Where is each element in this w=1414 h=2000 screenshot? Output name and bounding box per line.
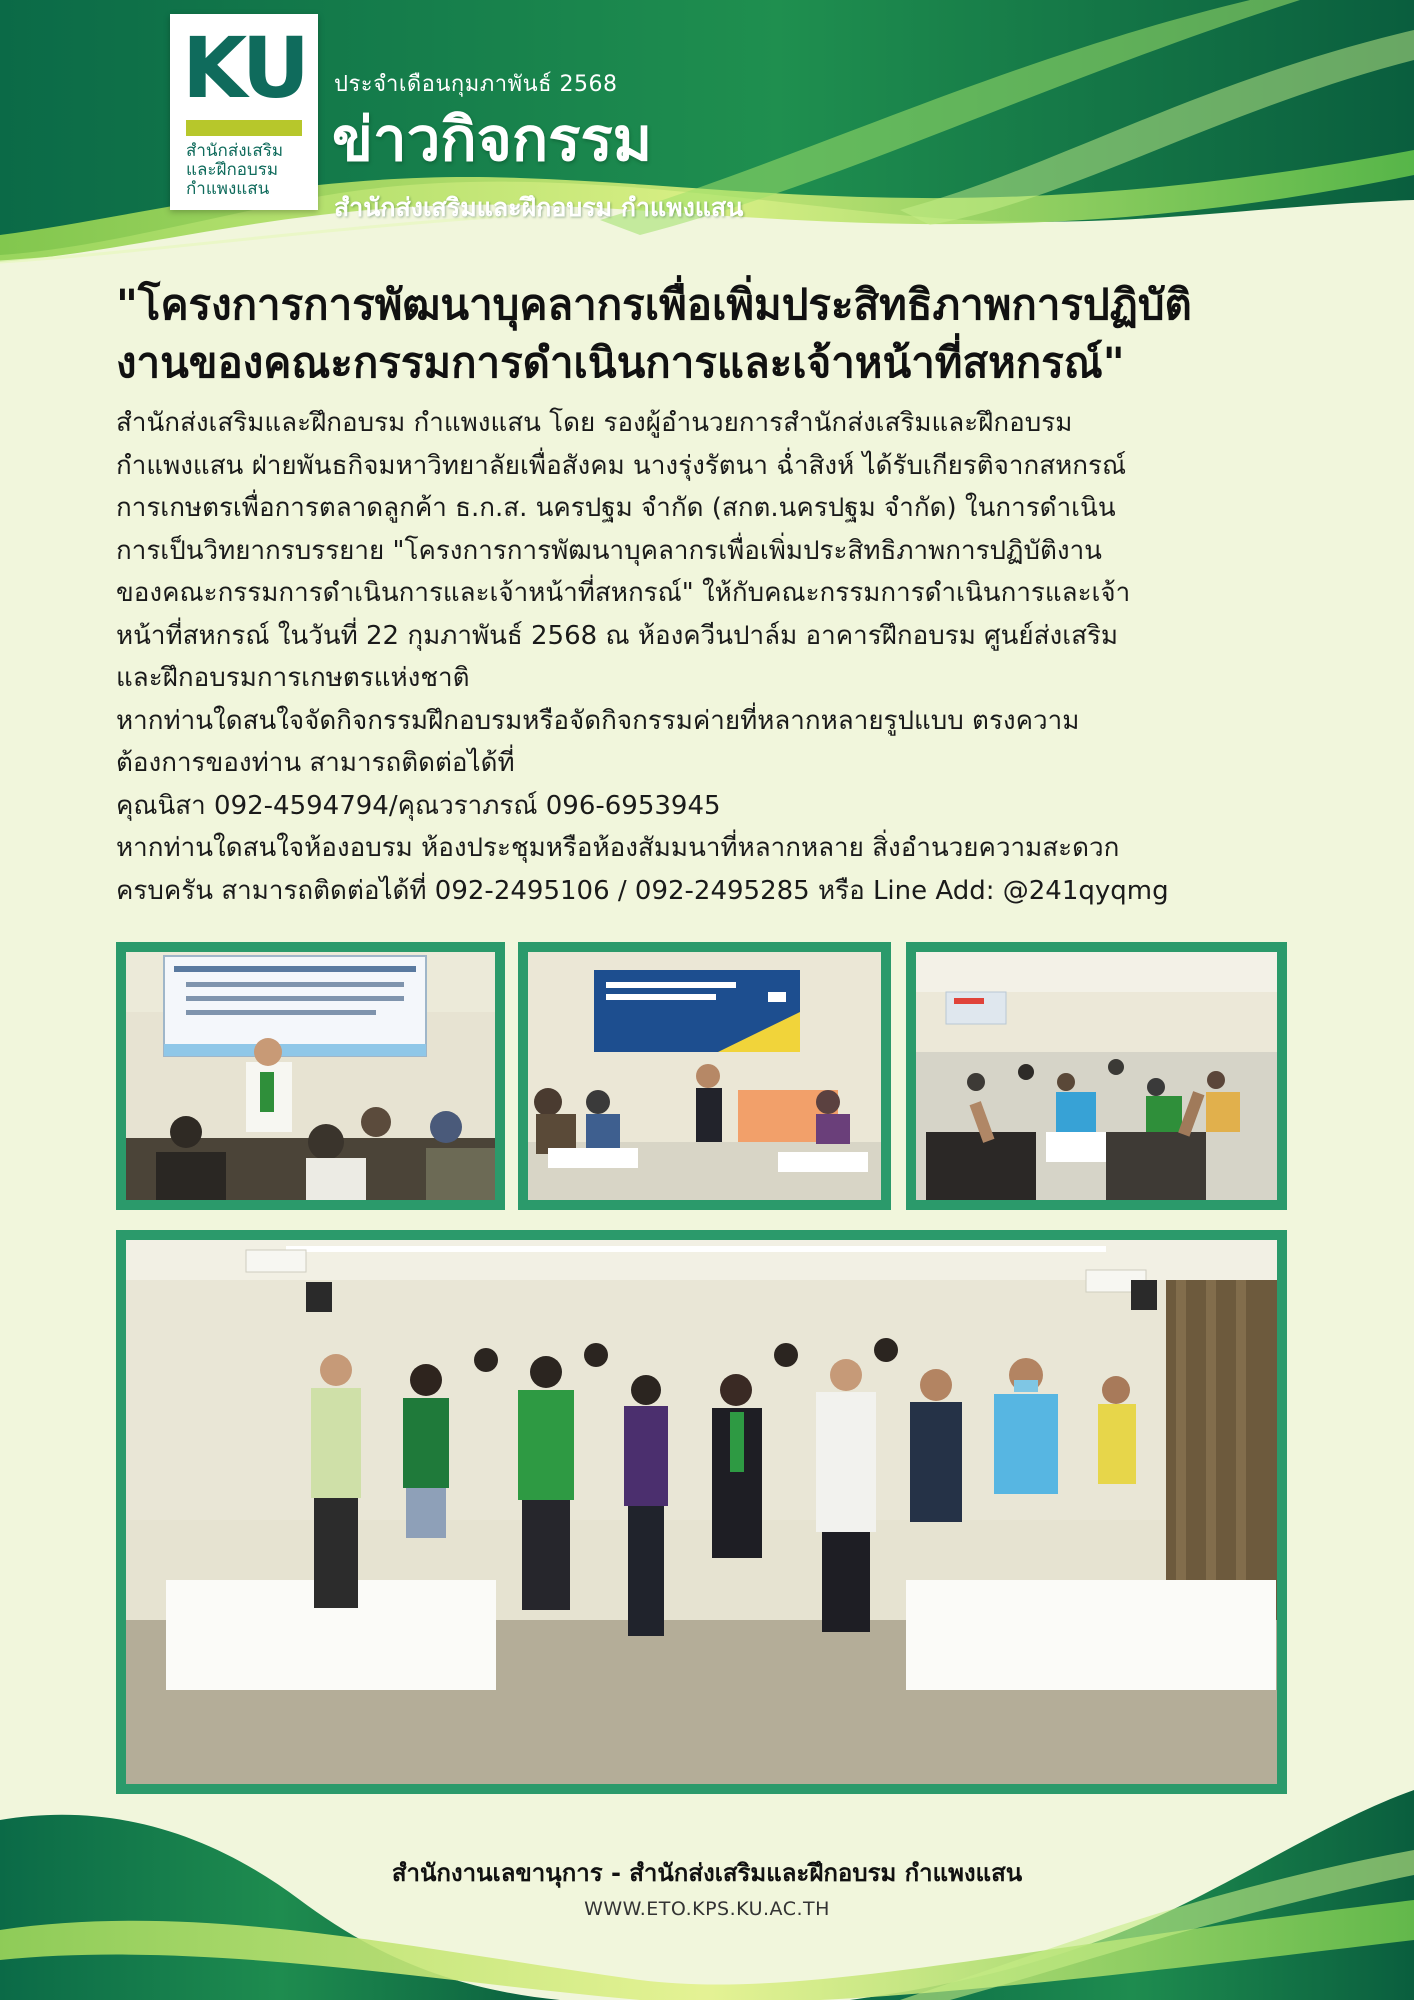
ku-logo-mark: KU [182,19,306,117]
ku-logo-bar [186,120,302,136]
ku-logo-line-3: กำแพงแสน [186,179,270,199]
body-line: และฝึกอบรมการเกษตรแห่งชาติ [116,663,470,693]
ku-logo-line-2: และฝึกอบรม [186,160,279,180]
photo-group [116,1230,1287,1794]
body-line: สำนักส่งเสริมและฝึกอบรม กำแพงแสน โดย รองผู้อำนวยการสำนักส่งเสริมและฝึกอบรม [116,408,1073,438]
body-line: ของคณะกรรมการดำเนินการและเจ้าหน้าที่สหกรณ์" ให้กับคณะกรรมการดำเนินการและเจ้า [116,578,1131,608]
newsletter-subtitle: สำนักส่งเสริมและฝึกอบรม กำแพงแสน [334,193,744,222]
body-line: หน้าที่สหกรณ์ ในวันที่ 22 กุมภาพันธ์ 2568 ณ ห้องควีนปาล์ม อาคารฝึกอบรม ศูนย์ส่งเสริม [116,620,1119,651]
footer-website-link[interactable]: WWW.ETO.KPS.KU.AC.TH [584,1898,830,1920]
contact-line: คุณนิสา 092-4594794/คุณวราภรณ์ 096-6953945 [116,790,721,821]
body-line: หากท่านใดสนใจจัดกิจกรรมฝึกอบรมหรือจัดกิจกรรมค่ายที่หลากหลายรูปแบบ ตรงความ [116,705,1080,736]
contact-line: ครบครัน สามารถติดต่อได้ที่ 092-2495106 / 092-2495285 หรือ Line Add: @241qyqmg [116,875,1169,906]
ku-logo [170,14,318,210]
newsletter-title: ข่าวกิจกรรม [332,105,653,175]
body-line: การเกษตรเพื่อการตลาดลูกค้า ธ.ก.ส. นครปฐม จำกัด (สกต.นครปฐม จำกัด) ในการดำเนิน [116,493,1116,523]
body-line: การเป็นวิทยากรบรรยาย "โครงการการพัฒนาบุคลากรเพื่อเพิ่มประสิทธิภาพการปฏิบัติงาน [116,535,1102,566]
article-headline [116,276,1316,392]
body-line: หากท่านใดสนใจห้องอบรม ห้องประชุมหรือห้องสัมมนาที่หลากหลาย สิ่งอำนวยความสะดวก [116,833,1120,863]
photo-speaker-presentation [116,942,505,1210]
headline-line-2: งานของคณะกรรมการดำเนินการและเจ้าหน้าที่สหกรณ์" [116,338,1125,387]
issue-month: ประจำเดือนกุมภาพันธ์ 2568 [334,72,618,97]
photo-participants-raising-hands [906,942,1287,1210]
body-line: กำแพงแสน ฝ่ายพันธกิจมหาวิทยาลัยเพื่อสังคม นางรุ่งรัตนา ฉ่ำสิงห์ ได้รับเกียรติจากสหกรณ์ [116,450,1127,481]
article-body [116,402,1336,912]
headline-line-1: "โครงการการพัฒนาบุคลากรเพื่อเพิ่มประสิทธิภาพการปฏิบัติ [116,280,1192,329]
body-line: ต้องการของท่าน สามารถติดต่อได้ที่ [116,748,515,778]
ku-logo-text [186,142,312,199]
ku-logo-line-1: สำนักส่งเสริม [186,141,284,161]
photo-presenter-slide [518,942,891,1210]
footer-organization: สำนักงานเลขานุการ - สำนักส่งเสริมและฝึกอบรม กำแพงแสน [391,1859,1023,1887]
